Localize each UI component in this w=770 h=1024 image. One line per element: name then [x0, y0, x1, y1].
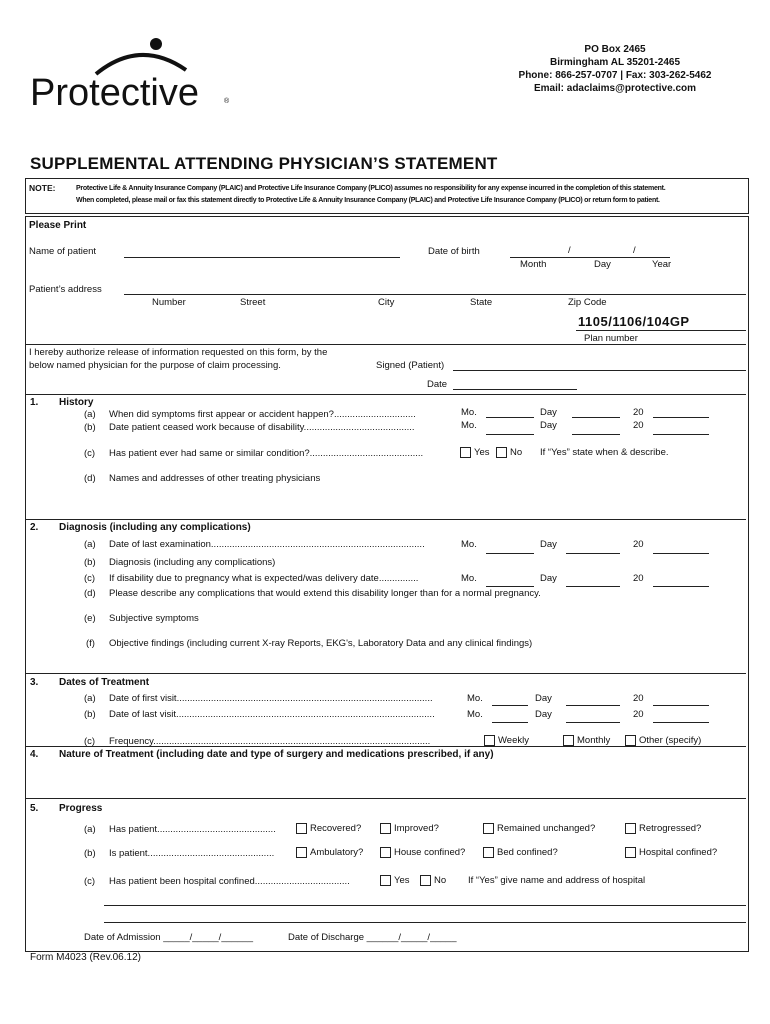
signed-patient-label: Signed (Patient) [376, 360, 445, 371]
s3-c-letter: (c) [84, 736, 96, 747]
form-number: Form M4023 (Rev.06.12) [30, 952, 141, 963]
ambulatory-label: Ambulatory? [310, 847, 364, 858]
dob-field[interactable] [510, 257, 670, 258]
s1-no-checkbox[interactable] [496, 447, 507, 458]
s2-c-text: If disability due to pregnancy what is expected/was delivery date............... [109, 573, 419, 584]
s1-b-day-field[interactable] [572, 434, 620, 435]
s1-b-mo-field[interactable] [486, 434, 534, 435]
section-4-number: 4. [30, 749, 39, 760]
other-checkbox[interactable] [625, 735, 636, 746]
dob-slash: / [633, 245, 636, 256]
s2-c-yr-field[interactable] [653, 586, 709, 587]
section-divider [26, 746, 746, 747]
bed-confined-label: Bed confined? [497, 847, 558, 858]
please-print-label: Please Print [29, 220, 87, 231]
s2-c-letter: (c) [84, 573, 96, 584]
s3-b-letter: (b) [84, 709, 96, 720]
note-line-2: When completed, please mail or fax this statement directly to Protective Life & Annuity Insurance Company (PLAIC) and Protective Life Insurance Company (PLICO) or return form to patient. [76, 197, 660, 204]
registered-mark: ® [224, 98, 230, 105]
s2-c-day-label: Day [540, 573, 557, 584]
dob-year-label: Year [652, 259, 672, 270]
logo-mark-icon [90, 36, 200, 76]
s3-a-yr-label: 20 [633, 693, 644, 704]
dob-slash: / [568, 245, 571, 256]
section-1-number: 1. [30, 397, 39, 408]
s2-a-yr-label: 20 [633, 539, 644, 550]
s1-b-mo-label: Mo. [461, 420, 477, 431]
section-divider [26, 519, 746, 520]
s1-b-day-label: Day [540, 420, 557, 431]
s1-c-text: Has patient ever had same or similar condition?........................................... [109, 448, 424, 459]
s3-a-yr-field[interactable] [653, 705, 709, 706]
s2-e-letter: (e) [84, 613, 96, 624]
address-state-label: State [470, 297, 493, 308]
s1-d-letter: (d) [84, 473, 96, 484]
admission-date[interactable]: Date of Admission _____/_____/______ [84, 932, 254, 943]
section-2-number: 2. [30, 522, 39, 533]
house-confined-checkbox[interactable] [380, 847, 391, 858]
s3-b-mo-field[interactable] [492, 722, 528, 723]
s1-b-letter: (b) [84, 422, 96, 433]
patient-name-field[interactable] [124, 257, 400, 258]
s1-yes-checkbox[interactable] [460, 447, 471, 458]
monthly-checkbox[interactable] [563, 735, 574, 746]
s2-d-text: Please describe any complications that would extend this disability longer than for a normal pregnancy. [109, 588, 541, 599]
plan-number-value: 1105/1106/104GP [578, 314, 690, 329]
s2-c-mo-label: Mo. [461, 573, 477, 584]
section-5-title: Progress [59, 803, 103, 814]
hospital-confined-checkbox[interactable] [625, 847, 636, 858]
s2-a-mo-field[interactable] [486, 553, 534, 554]
s3-a-day-field[interactable] [566, 705, 620, 706]
plan-number-label: Plan number [584, 333, 638, 344]
s5-yes-label: Yes [394, 875, 410, 886]
section-2-title: Diagnosis (including any complications) [59, 522, 251, 533]
s1-no-label: No [510, 447, 523, 458]
improved-checkbox[interactable] [380, 823, 391, 834]
s1-d-text: Names and addresses of other treating physicians [109, 473, 321, 484]
s2-a-letter: (a) [84, 539, 96, 550]
s1-a-mo-field[interactable] [486, 417, 534, 418]
section-4-title: Nature of Treatment (including date and type of surgery and medications prescribed, if any) [59, 749, 494, 760]
section-divider [26, 798, 746, 799]
s2-a-mo-label: Mo. [461, 539, 477, 550]
recovered-checkbox[interactable] [296, 823, 307, 834]
s1-a-day-label: Day [540, 407, 557, 418]
dob-label: Date of birth [428, 246, 480, 257]
section-3-number: 3. [30, 677, 39, 688]
s1-a-text: When did symptoms first appear or accident happen?............................... [109, 409, 416, 420]
section-divider [26, 673, 746, 674]
s2-c-mo-field[interactable] [486, 586, 534, 587]
plan-number-line [576, 330, 746, 331]
s5-b-letter: (b) [84, 848, 96, 859]
s2-a-day-field[interactable] [566, 553, 620, 554]
s1-b-yr-label: 20 [633, 420, 644, 431]
s1-a-yr-field[interactable] [653, 417, 709, 418]
s3-b-day-label: Day [535, 709, 552, 720]
s3-a-mo-field[interactable] [492, 705, 528, 706]
s2-f-text: Objective findings (including current X-ray Reports, EKG's, Laboratory Data and any clinical findings) [109, 638, 533, 649]
house-confined-label: House confined? [394, 847, 466, 858]
section-5-number: 5. [30, 803, 39, 814]
s1-yes-label: Yes [474, 447, 490, 458]
signature-field[interactable] [453, 370, 746, 371]
auth-date-label: Date [427, 379, 448, 390]
dob-day-label: Day [594, 259, 611, 270]
s2-e-text: Subjective symptoms [109, 613, 199, 624]
retrogressed-label: Retrogressed? [639, 823, 702, 834]
address-line: Birmingham AL 35201-2465 [549, 57, 681, 68]
hospital-name-field[interactable] [104, 905, 746, 906]
hospital-confined-label: Hospital confined? [639, 847, 718, 858]
s3-a-mo-label: Mo. [467, 693, 483, 704]
dob-month-label: Month [520, 259, 547, 270]
s3-b-day-field[interactable] [566, 722, 620, 723]
s5-if-yes-text: If “Yes” give name and address of hospital [468, 875, 646, 886]
address-city-label: City [378, 297, 395, 308]
note-box [25, 178, 749, 214]
authorization-rule [26, 344, 746, 345]
s2-a-yr-field[interactable] [653, 553, 709, 554]
s3-a-letter: (a) [84, 693, 96, 704]
recovered-label: Recovered? [310, 823, 362, 834]
address-line: Email: adaclaims@protective.com [533, 83, 697, 94]
logo [30, 36, 240, 116]
s3-a-text: Date of first visit................................................................................................. [109, 693, 433, 704]
s2-b-text: Diagnosis (including any complications) [109, 557, 276, 568]
bed-confined-checkbox[interactable] [483, 847, 494, 858]
authorization-text-2: below named physician for the purpose of claim processing. [29, 360, 281, 371]
s1-c-letter: (c) [84, 448, 96, 459]
s1-a-letter: (a) [84, 409, 96, 420]
address-number-label: Number [152, 297, 186, 308]
unchanged-label: Remained unchanged? [497, 823, 596, 834]
address-line: Phone: 866-257-0707 | Fax: 303-262-5462 [518, 70, 712, 81]
improved-label: Improved? [394, 823, 439, 834]
section-1-title: History [59, 397, 94, 408]
s2-a-day-label: Day [540, 539, 557, 550]
s3-c-text: Frequency......................................................................................................... [109, 736, 431, 747]
address-street-label: Street [240, 297, 266, 308]
patient-address-field[interactable] [124, 294, 746, 295]
s1-a-yr-label: 20 [633, 407, 644, 418]
s5-c-text: Has patient been hospital confined.................................... [109, 876, 350, 887]
address-line: PO Box 2465 [584, 44, 646, 55]
s2-c-day-field[interactable] [566, 586, 620, 587]
hospital-address-field[interactable] [104, 922, 746, 923]
monthly-label: Monthly [577, 735, 611, 746]
s2-b-letter: (b) [84, 557, 96, 568]
retrogressed-checkbox[interactable] [625, 823, 636, 834]
note-line-1: Protective Life & Annuity Insurance Company (PLAIC) and Protective Life Insurance Company (PLICO) assumes no responsibility for any expense incurred in the completion of this statement. [76, 185, 666, 192]
company-address [500, 43, 730, 95]
s1-a-day-field[interactable] [572, 417, 620, 418]
s3-b-yr-field[interactable] [653, 722, 709, 723]
s2-c-yr-label: 20 [633, 573, 644, 584]
weekly-checkbox[interactable] [484, 735, 495, 746]
s3-a-day-label: Day [535, 693, 552, 704]
note-label: NOTE: [29, 183, 56, 193]
unchanged-checkbox[interactable] [483, 823, 494, 834]
s3-b-text: Date of last visit.................................................................................................. [109, 709, 435, 720]
s5-a-letter: (a) [84, 824, 96, 835]
s3-b-mo-label: Mo. [467, 709, 483, 720]
section-3-title: Dates of Treatment [59, 677, 150, 688]
logo-wordmark: Protective [30, 72, 199, 114]
section-divider [26, 394, 746, 395]
patient-name-label: Name of patient [29, 246, 97, 257]
discharge-date[interactable]: Date of Discharge ______/_____/_____ [288, 932, 457, 943]
s3-b-yr-label: 20 [633, 709, 644, 720]
s2-f-letter: (f) [86, 638, 95, 649]
s5-b-text: Is patient................................................ [109, 848, 275, 859]
other-label: Other (specify) [639, 735, 702, 746]
address-zip-label: Zip Code [568, 297, 607, 308]
s1-if-yes-text: If “Yes” state when & describe. [540, 447, 669, 458]
weekly-label: Weekly [498, 735, 529, 746]
s1-b-text: Date patient ceased work because of disability.......................................... [109, 422, 415, 433]
authorization-text-1: I hereby authorize release of information requested on this form, by the [29, 347, 328, 358]
ambulatory-checkbox[interactable] [296, 847, 307, 858]
s2-d-letter: (d) [84, 588, 96, 599]
form-title: SUPPLEMENTAL ATTENDING PHYSICIAN’S STATEMENT [30, 154, 498, 173]
s1-a-mo-label: Mo. [461, 407, 477, 418]
s5-a-text: Has patient............................................. [109, 824, 276, 835]
s5-c-letter: (c) [84, 876, 96, 887]
s1-b-yr-field[interactable] [653, 434, 709, 435]
patient-address-label: Patient’s address [29, 284, 102, 295]
s5-no-checkbox[interactable] [420, 875, 431, 886]
auth-date-field[interactable] [453, 389, 577, 390]
s5-no-label: No [434, 875, 447, 886]
s2-a-text: Date of last examination................................................................................. [109, 539, 425, 550]
s5-yes-checkbox[interactable] [380, 875, 391, 886]
